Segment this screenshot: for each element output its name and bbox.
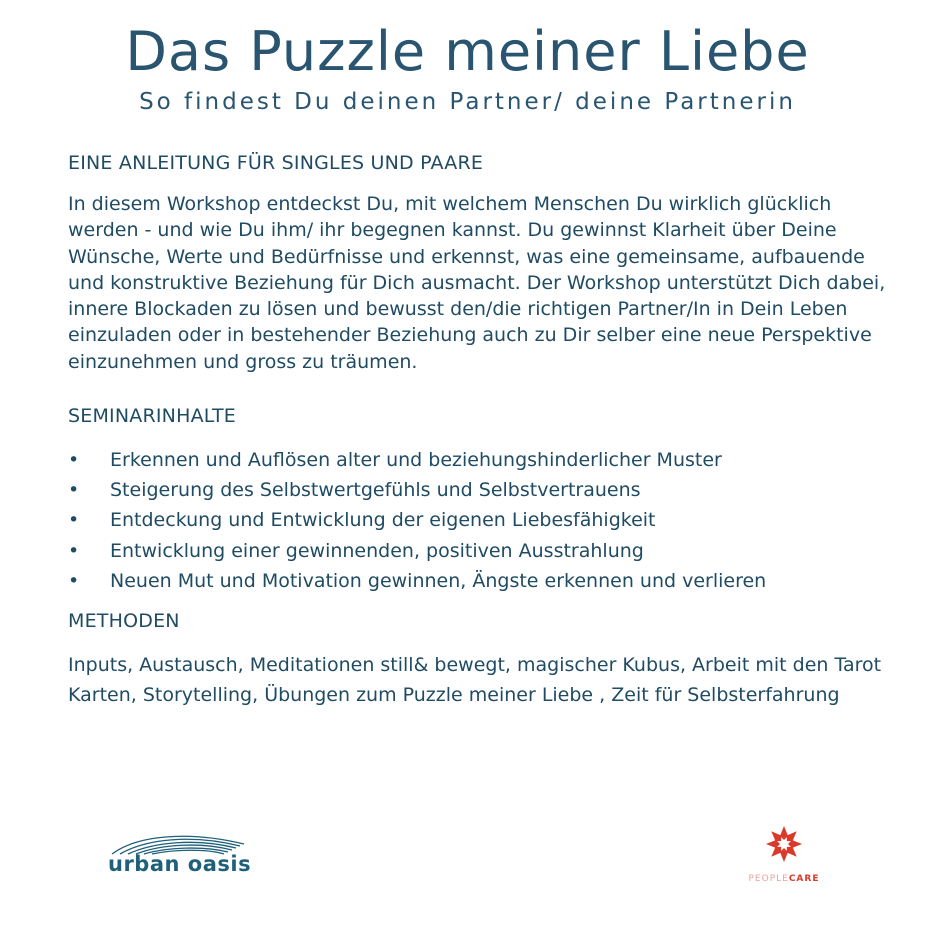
section-heading-guide: EINE ANLEITUNG FÜR SINGLES UND PAARE	[68, 152, 484, 174]
list-item: • Entwicklung einer gewinnenden, positiven Ausstrahlung	[68, 536, 898, 566]
list-item: • Entdeckung und Entwicklung der eigenen Liebesfähigkeit	[68, 505, 898, 535]
bullet-icon: •	[68, 539, 80, 562]
bullet-icon: •	[68, 509, 80, 532]
peoplecare-logo-text	[749, 874, 820, 884]
intro-paragraph: In diesem Workshop entdeckst Du, mit welchem Menschen Du wirklich glücklich werden - und wie Du ihm/ ihr begegnen kannst. Du gewinnst Klarheit über Deine Wünsche, Werte und Bedürfnisse und erkennst, was eine gemeinsame, aufbauende und konstruktive Beziehung für Dich ausmacht. Der Workshop unterstützt Dich dabei, innere Blockaden zu lösen und bewusst den/die richtigen Partner/In in Dein Leben einzuladen oder in bestehender Beziehung auch zu Dir selber eine neue Perspektive einzunehmen und gross zu träumen.	[68, 193, 886, 373]
peoplecare-text-care: CARE	[788, 874, 820, 884]
section-heading-methods: METHODEN	[68, 610, 180, 633]
list-item: • Erkennen und Auflösen alter und beziehungshinderlicher Muster	[68, 445, 898, 475]
urban-oasis-logo	[106, 830, 256, 878]
peoplecare-text-people: PEOPLE	[748, 874, 789, 884]
methods-paragraph: Inputs, Austausch, Meditationen still& bewegt, magischer Kubus, Arbeit mit den Tarot Karten, Storytelling, Übungen zum Puzzle meiner Liebe , Zeit für Selbsterfahrung	[68, 654, 882, 707]
urban-oasis-logo-text: urban oasis	[108, 852, 252, 876]
bullet-icon: •	[68, 479, 80, 502]
bullet-icon: •	[68, 569, 80, 592]
snowflake-icon	[766, 826, 802, 862]
main-content	[68, 150, 898, 710]
bullet-icon: •	[68, 449, 80, 472]
list-item: • Steigerung des Selbstwertgefühls und Selbstvertrauens	[68, 475, 898, 505]
page-title: Das Puzzle meiner Liebe	[125, 20, 810, 83]
contents-list	[68, 445, 898, 596]
section-heading-contents: SEMINARINHALTE	[68, 405, 236, 428]
list-item: • Neuen Mut und Motivation gewinnen, Ängste erkennen und verlieren	[68, 566, 898, 596]
peoplecare-logo	[736, 822, 832, 886]
page-subtitle: So findest Du deinen Partner/ deine Partnerin	[139, 89, 796, 115]
